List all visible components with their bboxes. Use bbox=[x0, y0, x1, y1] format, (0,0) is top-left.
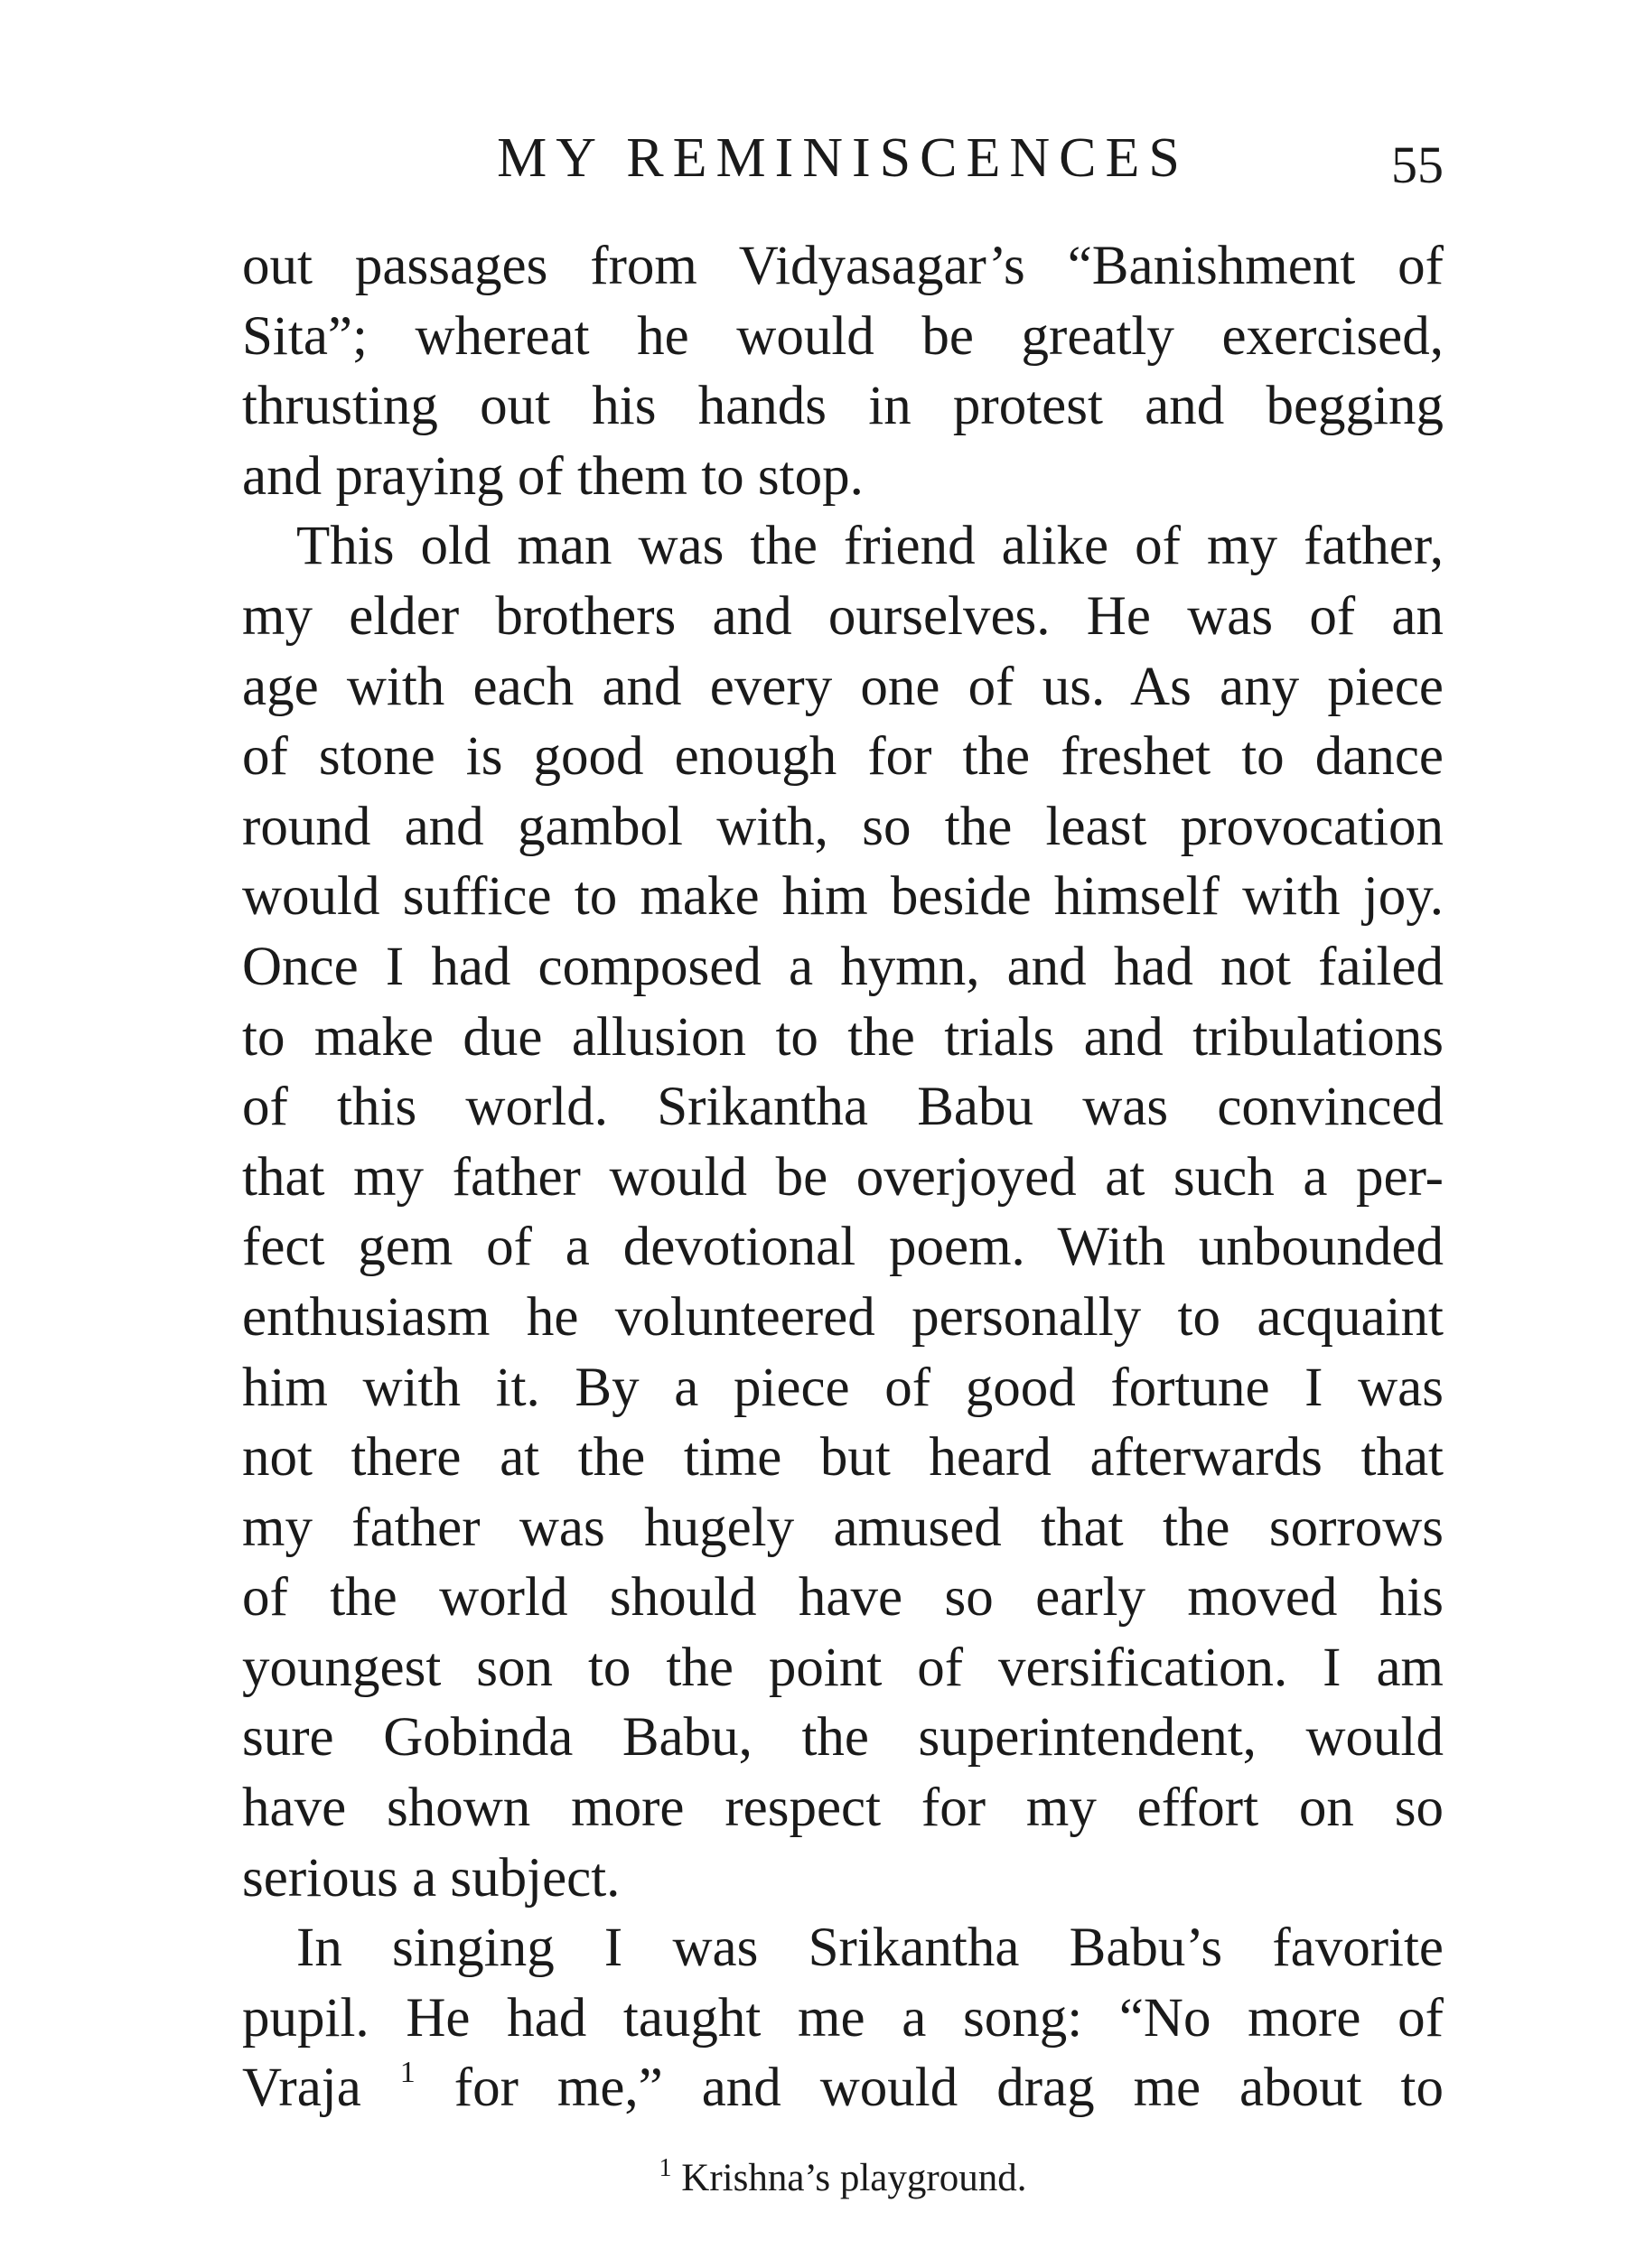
text-line: of stone is good enough for the freshet to dance bbox=[242, 726, 1444, 788]
text-line: sure Gobinda Babu, the superintendent, would bbox=[242, 1707, 1444, 1769]
text-line: Sita”; whereat he would be greatly exercised, bbox=[242, 305, 1444, 367]
text-line: that my father would be overjoyed at such a per- bbox=[242, 1146, 1444, 1208]
body-text bbox=[242, 231, 1444, 2123]
text-line: would suffice to make him beside himself with joy. bbox=[242, 866, 1444, 928]
text-line: age with each and every one of us. As any piece bbox=[242, 656, 1444, 717]
text-line: of this world. Srikantha Babu was convinced bbox=[242, 1077, 1444, 1138]
text-line: This old man was the friend alike of my father, bbox=[296, 516, 1444, 577]
text-line: fect gem of a devotional poem. With unbounded bbox=[242, 1217, 1444, 1278]
text-line: In singing I was Srikantha Babu’s favorite bbox=[296, 1918, 1444, 1979]
page-number: 55 bbox=[1391, 135, 1444, 194]
running-title: MY REMINISCENCES bbox=[497, 127, 1189, 189]
footnote-text: Krishna’s playground. bbox=[671, 2157, 1027, 2199]
text-line: not there at the time but heard afterwards that bbox=[242, 1427, 1444, 1489]
footnote-marker: 1 bbox=[659, 2154, 672, 2182]
text-line: thrusting out his hands in protest and begging bbox=[242, 376, 1444, 437]
text-line: youngest son to the point of versification. I am bbox=[242, 1637, 1444, 1698]
running-head bbox=[242, 117, 1444, 199]
text-line: my elder brothers and ourselves. He was of an bbox=[242, 585, 1444, 647]
text-line: serious a subject. bbox=[242, 1847, 621, 1909]
text-line: of the world should have so early moved his bbox=[242, 1567, 1444, 1629]
text-line: have shown more respect for my effort on so bbox=[242, 1778, 1444, 1839]
footnote bbox=[242, 2151, 1444, 2206]
text-line: and praying of them to stop. bbox=[242, 445, 864, 507]
text-line: enthusiasm he volunteered personally to acquaint bbox=[242, 1286, 1444, 1348]
text-line: out passages from Vidyasagar’s “Banishment of bbox=[242, 236, 1444, 296]
text-line: my father was hugely amused that the sorrows bbox=[242, 1497, 1444, 1558]
text-line: Once I had composed a hymn, and had not failed bbox=[242, 936, 1444, 997]
text-line: him with it. By a piece of good fortune I was bbox=[242, 1357, 1444, 1418]
text-line: round and gambol with, so the least provocation bbox=[242, 796, 1444, 857]
text-line: pupil. He had taught me a song: “No more of bbox=[242, 1987, 1444, 2049]
text-line-with-footnote-ref bbox=[242, 2053, 1444, 2123]
text-line: to make due allusion to the trials and tribulations bbox=[242, 1006, 1444, 1068]
text-fragment: for me,” and would drag me about to bbox=[415, 2058, 1444, 2119]
footnote-reference: 1 bbox=[399, 2056, 416, 2090]
text-fragment: Vraja bbox=[242, 2058, 361, 2119]
